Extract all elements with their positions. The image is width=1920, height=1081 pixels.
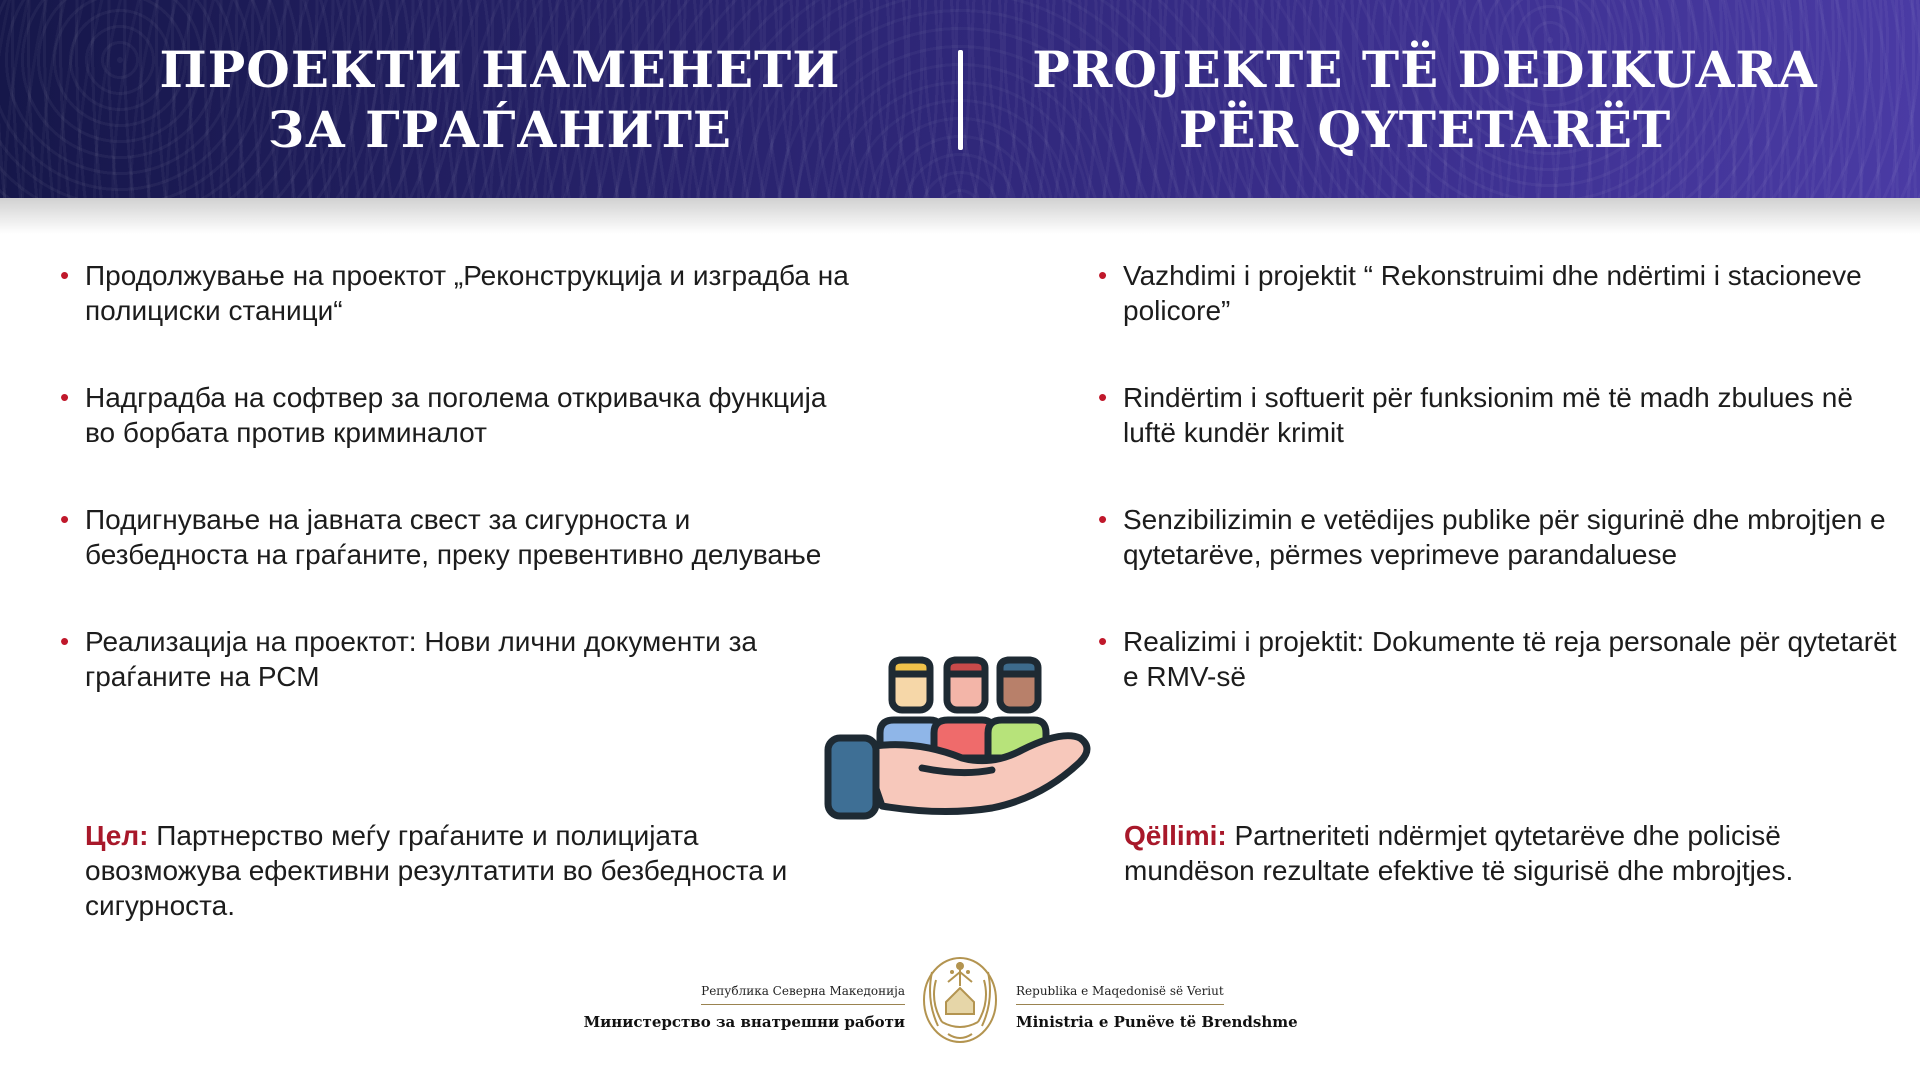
title-albanian: PROJEKTE TË DEDIKUARA PËR QYTETARËT [1032, 40, 1818, 159]
list-item [1098, 380, 1898, 450]
goal-text: Partneriteti ndërmjet qytetarëve dhe policisë mundëson rezultate efektive të sigurisë dhe mbrojtjes. [1124, 820, 1794, 886]
bullet-icon: • [1098, 504, 1108, 534]
footer-albanian [1016, 980, 1361, 1033]
list-item [1098, 502, 1898, 572]
macedonian-project-list [60, 258, 850, 746]
bullet-icon: • [1098, 626, 1108, 656]
footer-macedonian [560, 980, 905, 1033]
bullet-icon: • [60, 626, 70, 656]
list-item-text: Senzibilizimin e vetëdijes publike për sigurinë dhe mbrojtjen e qytetarëve, përmes veprimeve parandaluese [1123, 504, 1886, 570]
bullet-icon: • [60, 504, 70, 534]
albanian-project-list [1098, 258, 1898, 746]
list-item [1098, 624, 1898, 694]
title-macedonian: ПРОЕКТИ НАМЕНЕТИ ЗА ГРАЃАНИТЕ [159, 40, 841, 159]
list-item-text: Подигнување на јавната свест за сигурноста и безбедноста на граѓаните, преку превентивно делување [85, 504, 822, 570]
goal-label: Qëllimi: [1124, 820, 1227, 851]
country-name-mk: Република Северна Македонија [701, 982, 905, 1005]
list-item [60, 624, 850, 694]
goal-macedonian [85, 818, 805, 923]
header-banner [0, 0, 1920, 198]
ministry-name-mk: Министерство за внатрешни работи [583, 1013, 905, 1031]
list-item-text: Realizimi i projektit: Dokumente të reja personale për qytetarët e RMV-së [1123, 626, 1897, 692]
bullet-icon: • [60, 382, 70, 412]
list-item [60, 258, 850, 328]
banner-shadow [0, 198, 1920, 234]
goal-label: Цел: [85, 820, 149, 851]
goal-text: Партнерство меѓу граѓаните и полицијата овозможува ефективни резултатити во безбедноста и сигурноста. [85, 820, 788, 921]
list-item [60, 380, 850, 450]
list-item-text: Надградба на софтвер за поголема откривачка функција во борбата против криминалот [85, 382, 827, 448]
hand-holding-people-icon [822, 638, 1097, 823]
list-item [1098, 258, 1898, 328]
bullet-icon: • [1098, 382, 1108, 412]
list-item-text: Vazhdimi i projektit “ Rekonstruimi dhe ndërtimi i stacioneve policore” [1123, 260, 1862, 326]
list-item-text: Rindërtim i softuerit për funksionim më të madh zbulues në luftë kundër krimit [1123, 382, 1853, 448]
list-item-text: Продолжување на проектот „Реконструкција и изградба на полициски станици“ [85, 260, 849, 326]
goal-albanian [1124, 818, 1844, 888]
list-item-text: Реализација на проектот: Нови лични документи за граѓаните на РСМ [85, 626, 757, 692]
ministry-name-sq: Ministria e Punëve të Brendshme [1016, 1013, 1298, 1031]
country-name-sq: Republika e Maqedonisë së Veriut [1016, 982, 1224, 1005]
list-item [60, 502, 850, 572]
state-emblem-icon [918, 952, 1002, 1048]
bullet-icon: • [1098, 260, 1108, 290]
title-divider [958, 50, 963, 150]
bullet-icon: • [60, 260, 70, 290]
